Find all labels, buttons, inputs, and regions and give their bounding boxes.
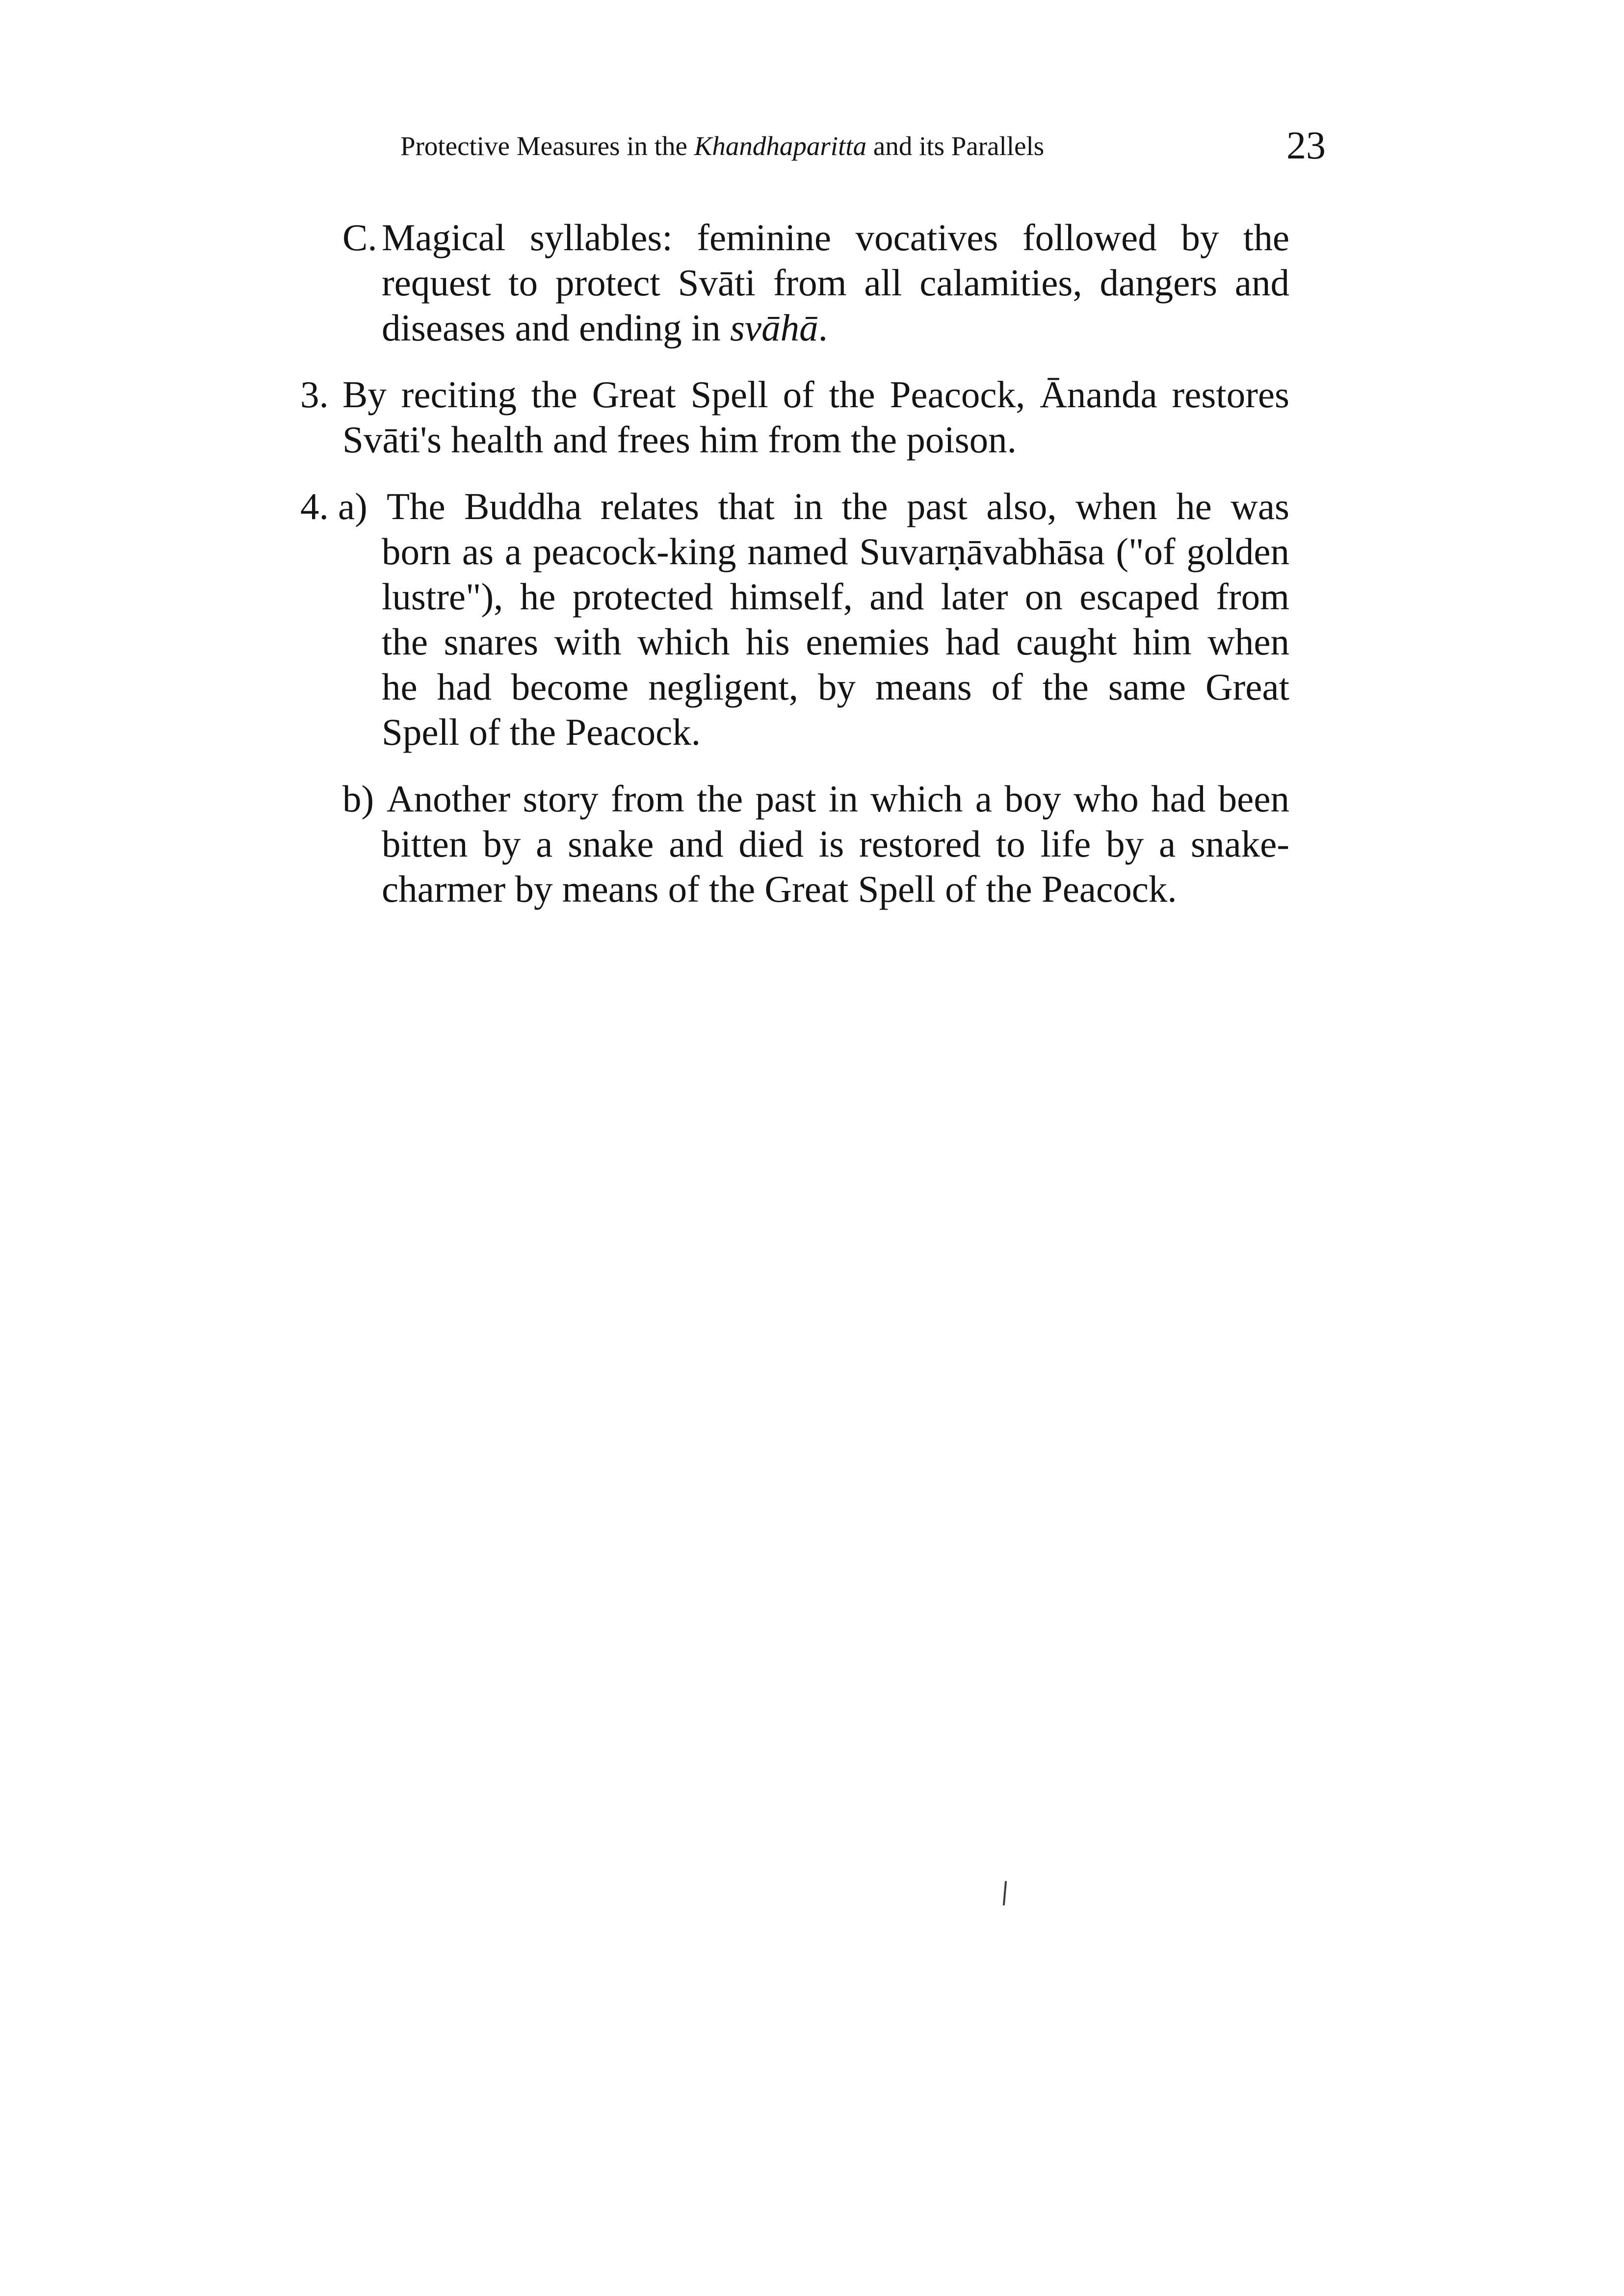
entry-3-line-1: By reciting the Great Spell of the Peacock, Ānanda restores <box>342 373 1289 416</box>
text-line <box>300 372 1289 417</box>
text-run: . <box>818 307 828 349</box>
text-line <box>342 776 1289 821</box>
entry-c-line-1: Magical syllables: feminine vocatives followed by the <box>382 216 1289 259</box>
entry-4b <box>342 776 1289 912</box>
entry-4a-line-4: the snares with which his enemies had caught him when <box>382 621 1289 663</box>
text-run: diseases and ending in <box>382 307 730 349</box>
entry-4b-line-2: bitten by a snake and died is restored to life by a snake- <box>382 823 1289 865</box>
entry-4a-line-3: lustre"), he protected himself, and later on escaped from <box>382 575 1289 618</box>
entry-3-line-2: Svāti's health and frees him from the poison. <box>342 418 1017 461</box>
entry-4b-line-1: Another story from the past in which a boy who had been <box>387 778 1289 820</box>
entry-4a-line-5: he had become negligent, by means of the same Great <box>382 666 1289 708</box>
header-title-part: and its Parallels <box>866 131 1045 161</box>
entry-4b-line-3: charmer by means of the Great Spell of the Peacock. <box>382 868 1177 910</box>
entry-c-line-2: request to protect Svāti from all calamities, dangers and <box>382 261 1289 304</box>
entry-4a-line-2: born as a peacock-king named Suvarṇāvabhāsa ("of golden <box>382 530 1289 573</box>
entry-c-lines <box>342 215 1289 350</box>
entry-marker: 3. <box>300 373 329 416</box>
italic-term: svāhā <box>730 307 818 349</box>
entry-4a-line-1: The Buddha relates that in the past also, when he was <box>387 485 1289 527</box>
entry-4a <box>300 484 1289 755</box>
entry-marker: b) <box>342 778 374 820</box>
text-line <box>342 215 1289 260</box>
text-line <box>300 484 1289 529</box>
header-title-part: Protective Measures in the <box>400 131 694 161</box>
scan-mark <box>1000 1879 1010 1908</box>
running-header <box>400 131 1044 161</box>
entry-c-line-3 <box>382 305 1289 350</box>
entry-marker-c: C. <box>342 216 377 259</box>
page-number: 23 <box>1286 124 1326 167</box>
entry-4a-line-6: Spell of the Peacock. <box>382 711 701 753</box>
entry-3 <box>300 372 1289 462</box>
header-title-italic: Khandhaparitta <box>694 131 867 161</box>
entry-marker: 4. a) <box>300 485 367 527</box>
